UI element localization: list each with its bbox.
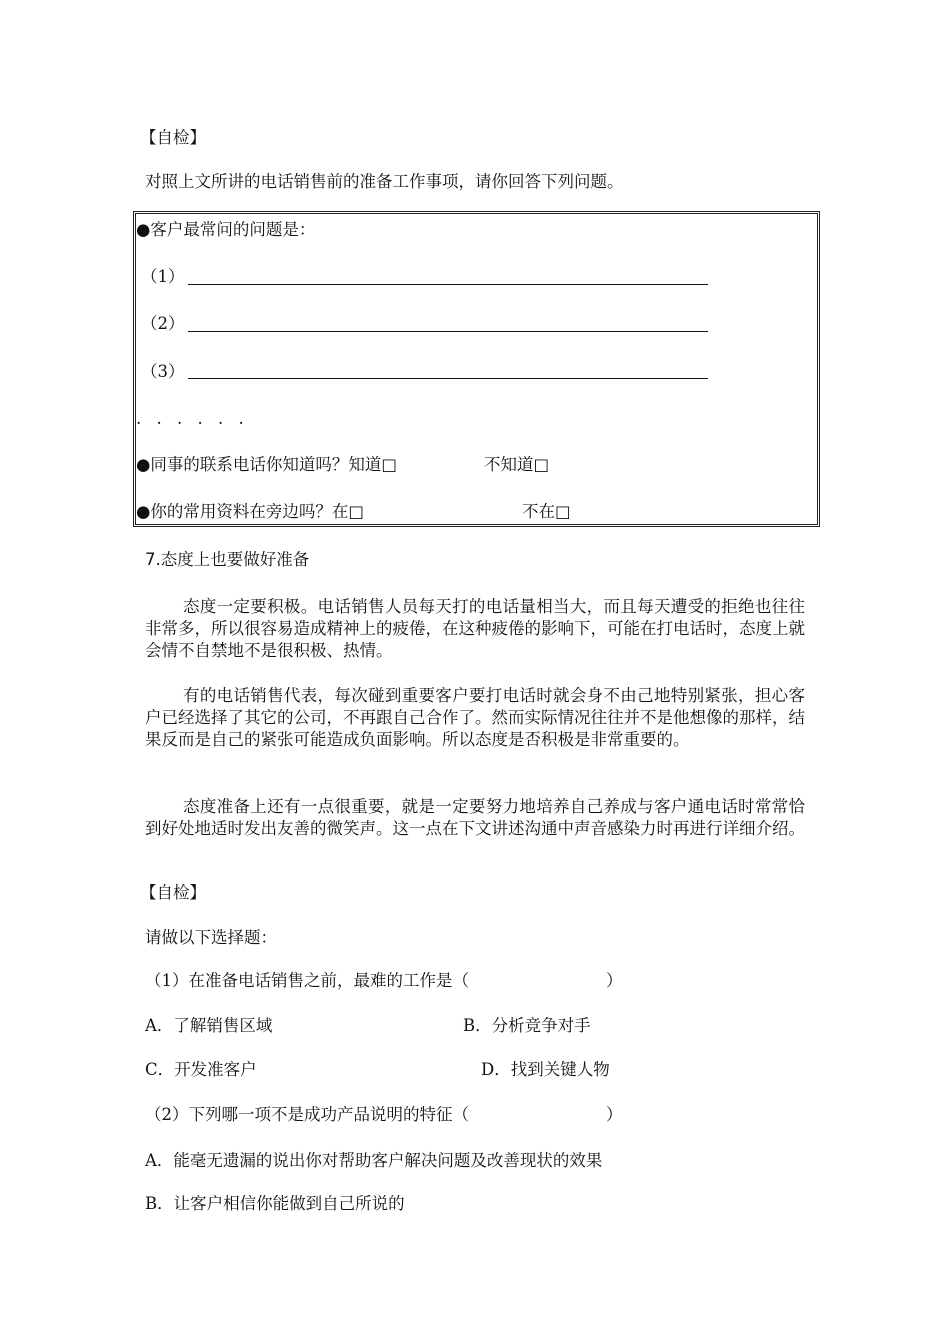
answer-line-3[interactable]: [188, 378, 708, 379]
checklist-question-phone-no: 不知道□: [484, 455, 550, 474]
section-7-heading: 7.态度上也要做好准备: [145, 550, 310, 569]
quiz-option-1d[interactable]: D．找到关键人物: [481, 1060, 610, 1079]
quiz-option-1a[interactable]: A．了解销售区域: [145, 1016, 273, 1035]
self-check-heading-2: 【自检】: [140, 883, 206, 902]
quiz-question-1: （1）在准备电话销售之前，最难的工作是（: [145, 971, 469, 990]
quiz-option-1c[interactable]: C．开发准客户: [145, 1060, 257, 1079]
quiz-question-1-close: ）: [606, 971, 623, 990]
ellipsis-dots: . . . . . .: [136, 409, 249, 428]
checklist-title: ●客户最常问的问题是：: [136, 220, 316, 239]
checklist-box: [133, 211, 820, 527]
quiz-instruction: 请做以下选择题：: [145, 928, 277, 947]
paragraph-3: 态度准备上还有一点很重要，就是一定要努力地培养自己养成与客户通电话时常常恰到好处地适时发出友善的微笑声。这一点在下文讲述沟通中声音感染力时再进行详细介绍。: [145, 797, 805, 838]
checklist-question-phone: ●同事的联系电话你知道吗？知道□: [136, 455, 397, 474]
paragraph-2: 有的电话销售代表，每次碰到重要客户要打电话时就会身不由己地特别紧张，担心客户已经选择了其它的公司，不再跟自己合作了。然而实际情况往往并不是他想像的那样，结果反而是自己的紧张可能造成负面影响。所以态度是否积极是非常重要的。: [145, 686, 805, 749]
answer-line-2[interactable]: [188, 331, 708, 332]
checklist-item-2-label: （2）: [141, 314, 185, 333]
self-check-heading-1: 【自检】: [140, 128, 206, 147]
paragraph-1: 态度一定要积极。电话销售人员每天打的电话量相当大，而且每天遭受的拒绝也往往非常多，所以很容易造成精神上的疲倦，在这种疲倦的影响下，可能在打电话时，态度上就会情不自禁地不是很积极、热情。: [145, 597, 805, 660]
checklist-question-materials: ●你的常用资料在旁边吗？在□: [136, 502, 364, 521]
quiz-option-2a[interactable]: A．能毫无遗漏的说出你对帮助客户解决问题及改善现状的效果: [145, 1151, 603, 1170]
checklist-item-1-label: （1）: [141, 267, 185, 286]
intro-text: 对照上文所讲的电话销售前的准备工作事项，请你回答下列问题。: [145, 172, 624, 191]
quiz-option-2b[interactable]: B．让客户相信你能做到自己所说的: [145, 1194, 405, 1213]
checklist-item-3-label: （3）: [141, 362, 185, 381]
quiz-option-1b[interactable]: B．分析竞争对手: [463, 1016, 591, 1035]
checklist-question-materials-no: 不在□: [522, 502, 571, 521]
quiz-question-2-close: ）: [606, 1105, 623, 1124]
answer-line-1[interactable]: [188, 284, 708, 285]
quiz-question-2: （2）下列哪一项不是成功产品说明的特征（: [145, 1105, 469, 1124]
